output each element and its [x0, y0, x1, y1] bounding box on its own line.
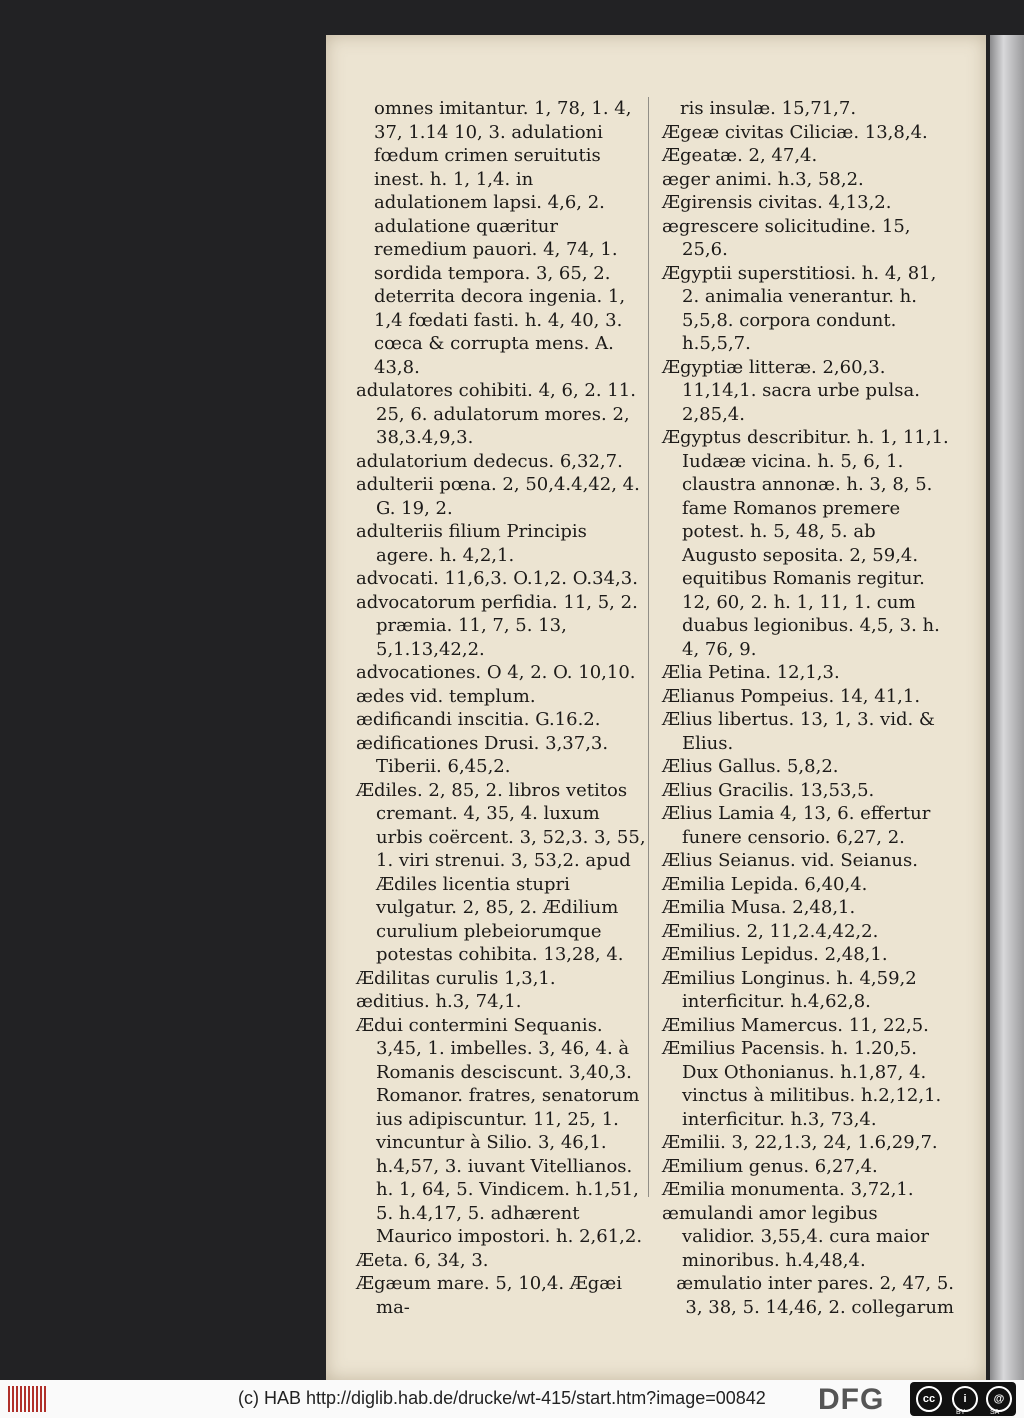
column-divider — [648, 97, 649, 1197]
index-entry: ædes vid. templum. — [356, 685, 536, 707]
index-entry: Æeta. 6, 34, 3. — [356, 1249, 489, 1271]
index-entry: Ælius Seianus. vid. Seianus. — [662, 850, 918, 871]
index-entry: omnes imitantur. 1, 78, 1. 4, 37, 1.14 10, 3. adulationi fœdum crimen seruitutis inest. h. 1, 1,4. in adulationem lapsi. 4,6, 2. adulatione quæritur remedium pauori. 4, 74, 1. sordida tempora. 3, 65, 2. deterrita decora ingenia. 1, 1,4 fœdati fasti. h. 4, 40, 3. cœca & corrupta mens. A. 43,8. — [374, 98, 632, 378]
index-entry: advocationes. O 4, 2. O. 10,10. — [356, 662, 636, 683]
index-entry: Ædilitas curulis 1,3,1. — [356, 967, 556, 989]
index-entry: ægrescere solicitudine. 15, 25,6. — [662, 215, 911, 260]
index-entry: adulatores cohibiti. 4, 6, 2. 11. 25, 6. adulatorum mores. 2, 38,3.4,9,3. — [356, 380, 636, 448]
by-label: BY — [956, 1409, 966, 1416]
index-entry: Æmilius Mamercus. 11, 22,5. — [662, 1014, 929, 1036]
index-entry: adulatorium dedecus. 6,32,7. — [356, 450, 623, 472]
index-entry: Ægyptus describitur. h. 1, 11,1. Iudææ vicina. h. 5, 6, 1. claustra annonæ. h. 3, 8, 5. fame Romanos premere potest. h. 5, 48, 5. ab Augusto seposita. 2, 59,4. equitibus Romanis regitur. 12, 60, 2. h. 1, 11, 1. cum duabus legionibus. 4,5, 3. h. 4, 76, 9. — [662, 427, 949, 660]
index-entry: Ælia Petina. 12,1,3. — [662, 662, 840, 683]
index-entry: Ælius Gallus. 5,8,2. — [662, 756, 839, 777]
index-entry: Ægyptiæ litteræ. 2,60,3. 11,14,1. sacra urbe pulsa. 2,85,4. — [662, 356, 920, 425]
index-entry: Æmilius. 2, 11,2.4,42,2. — [662, 920, 879, 942]
index-entry: Ægæum mare. 5, 10,4. Ægæi ma- — [356, 1273, 622, 1318]
index-entry: advocati. 11,6,3. O.1,2. O.34,3. — [356, 568, 638, 589]
index-entry: Æmilius Pacensis. h. 1.20,5. Dux Othonianus. h.1,87, 4. vinctus à militibus. h.2,12,1. interficitur. h.3, 73,4. — [662, 1038, 942, 1130]
index-entry: Ælius libertus. 13, 1, 3. vid. & Elius. — [662, 709, 935, 754]
citation-link[interactable]: (c) HAB http://diglib.hab.de/drucke/wt-415/start.htm?image=00842 — [238, 1388, 766, 1408]
index-entry: æmulandi amor legibus validior. 3,55,4. cura maior minoribus. h.4,48,4. — [662, 1202, 930, 1271]
viewer-footer — [0, 1380, 1024, 1418]
index-entry: ris insulæ. 15,71,7. — [680, 98, 857, 119]
index-entry: Ælius Lamia 4, 13, 6. effertur funere censorio. 6,27, 2. — [662, 803, 931, 848]
index-entry: adulteriis filium Principis agere. h. 4,2,1. — [356, 521, 587, 566]
index-entry: Ægeæ civitas Ciliciæ. 13,8,4. — [662, 121, 928, 143]
index-entry: Ægeatæ. 2, 47,4. — [662, 145, 818, 166]
book-page — [326, 35, 986, 1380]
index-column-right — [662, 97, 954, 1319]
index-column-left — [356, 97, 646, 1319]
index-entry: ædificandi inscitia. G.16.2. — [356, 709, 601, 730]
index-entry: Æmilii. 3, 22,1.3, 24, 1.6,29,7. — [662, 1132, 938, 1153]
index-entry: adulterii pœna. 2, 50,4.4,42, 4. G. 19, 2. — [356, 474, 640, 519]
index-entry: Ælianus Pompeius. 14, 41,1. — [662, 685, 921, 707]
index-entry: Ælius Gracilis. 13,53,5. — [662, 779, 875, 801]
index-entry: Ægyptii superstitiosi. h. 4, 81, 2. animalia venerantur. h. 5,5,8. corpora condunt. h.5,5,7. — [662, 262, 937, 354]
license-badge[interactable] — [910, 1382, 1016, 1416]
index-entry: Æmilius Longinus. h. 4,59,2 interficitur. h.4,62,8. — [662, 967, 917, 1012]
index-entry: æger animi. h.3, 58,2. — [662, 168, 864, 190]
catchword: æmulatio inter pares. 2, 47, 5. 3, 38, 5. 14,46, 2. collegarum — [676, 1273, 954, 1318]
index-entry: Ægirensis civitas. 4,13,2. — [662, 192, 892, 213]
dfg-logo: DFG — [818, 1383, 885, 1416]
index-entry: Ædui contermini Sequanis. 3,45, 1. imbelles. 3, 46, 4. à Romanis desciscunt. 3,40,3. Romanor. fratres, senatorum ius adipiscuntur. 11, 25, 1. vincuntur à Silio. 3, 46,1. h.4,57, 3. iuvant Vitellianos. h. 1, 64, 5. Vindicem. h.1,51, 5. h.4,17, 5. adhærent Maurico impostori. h. 2,61,2. — [356, 1014, 643, 1247]
by-icon: i — [952, 1386, 978, 1412]
index-entry: Ædiles. 2, 85, 2. libros vetitos cremant. 4, 35, 4. luxum urbis coërcent. 3, 52,3. 3, 55, 1. viri strenui. 3, 53,2. apud Ædiles licentia stupri vulgatur. 2, 85, 2. Ædilium curulium plebeiorumque potestas cohibita. 13,28, 4. — [356, 779, 646, 965]
index-entry: advocatorum perfidia. 11, 5, 2. præmia. 11, 7, 5. 13, 5,1.13,42,2. — [356, 591, 638, 660]
color-calibration-strip — [990, 35, 1024, 1380]
index-entry: Æmilia Lepida. 6,40,4. — [662, 873, 868, 895]
index-entry: Æmilium genus. 6,27,4. — [662, 1155, 878, 1177]
cc-icon: cc — [916, 1386, 942, 1412]
index-entry: ædificationes Drusi. 3,37,3. Tiberii. 6,45,2. — [356, 732, 609, 777]
index-entry: æditius. h.3, 74,1. — [356, 991, 522, 1012]
index-entry: Æmilia monumenta. 3,72,1. — [662, 1179, 914, 1200]
index-entry: Æmilia Musa. 2,48,1. — [662, 897, 856, 918]
sa-label: SA — [990, 1409, 1000, 1416]
sa-icon: @ — [986, 1386, 1012, 1412]
hab-logo-icon — [8, 1386, 46, 1412]
index-entry: Æmilius Lepidus. 2,48,1. — [662, 944, 888, 965]
